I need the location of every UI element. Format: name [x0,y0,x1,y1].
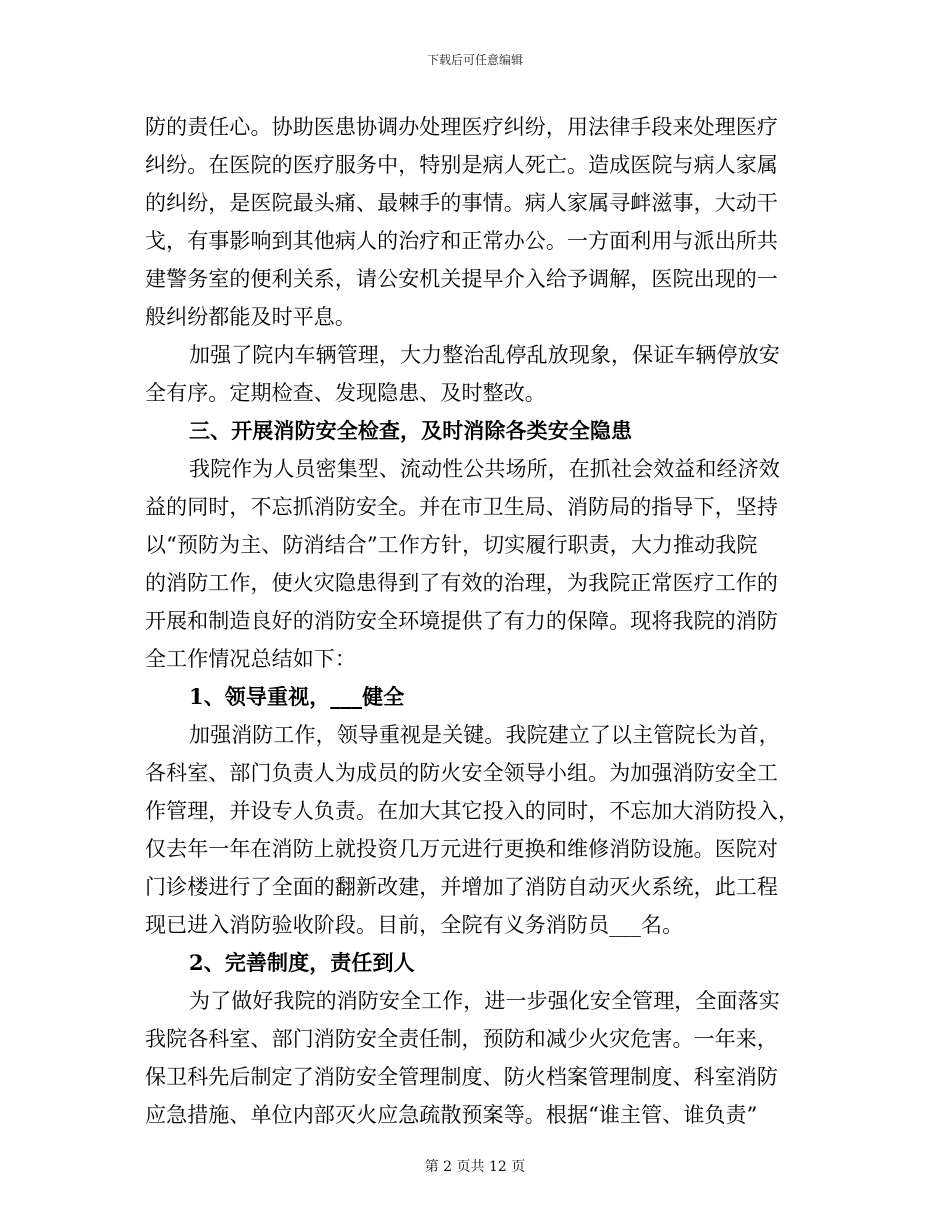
text-line: 般纠纷都能及时平息。 [145,305,356,329]
text-line: 开展和制造良好的消防安全环境提供了有力的保障。现将我院的消防 [145,609,778,633]
subsection-heading [145,678,810,716]
section-heading [145,412,810,450]
text-line: 门诊楼进行了全面的翻新改建，并增加了消防自动灭火系统，此工程 [145,875,778,899]
paragraph [145,982,810,1134]
text-line: 我院各科室、部门消防安全责任制，预防和减少火灾危害。一年来， [145,1027,778,1051]
paragraph [145,336,810,412]
text-line: 防的责任心。协助医患协调办处理医疗纠纷，用法律手段来处理医疗 [145,115,778,139]
text-line: 仅去年一年在消防上就投资几万元进行更换和维修消防设施。医院对 [145,837,778,861]
text-line: 的纠纷，是医院最头痛、最棘手的事情。病人家属寻衅滋事，大动干 [145,191,778,215]
text-line: 我院作为人员密集型、流动性公共场所，在抓社会效益和经济效 [189,457,780,481]
text-line: 戈，有事影响到其他病人的治疗和正常办公。一方面利用与派出所共 [145,229,778,253]
text-line: 现已进入消防验收阶段。目前，全院有义务消防员___名。 [145,913,684,937]
text-line: 加强消防工作，领导重视是关键。我院建立了以主管院长为首， [189,723,780,747]
text-line: 建警务室的便利关系，请公安机关提早介入给予调解，医院出现的一 [145,267,778,291]
heading-line: 2、完善制度，责任到人 [189,950,415,975]
text-line: 益的同时，不忘抓消防安全。并在市卫生局、消防局的指导下，坚持 [145,495,778,519]
heading-line: 1、领导重视，___健全 [189,684,405,709]
text-line: 以“预防为主、防消结合”工作方针，切实履行职责，大力推动我院 [145,533,758,557]
document-body [145,108,810,1134]
text-line: 保卫科先后制定了消防安全管理制度、防火档案管理制度、科室消防 [145,1065,778,1089]
page-header: 下载后可任意编辑 [426,53,523,67]
text-line: 纠纷。在医院的医疗服务中，特别是病人死亡。造成医院与病人家属 [145,153,778,177]
page-footer: 第 2 页共 12 页 [424,1159,526,1175]
text-line: 应急措施、单位内部灭火应急疏散预案等。根据“谁主管、谁负责” [145,1103,758,1127]
text-line: 全有序。定期检查、发现隐患、及时整改。 [145,381,546,405]
text-line: 加强了院内车辆管理，大力整治乱停乱放现象，保证车辆停放安 [189,343,780,367]
paragraph [145,450,810,678]
paragraph [145,108,810,336]
text-line: 各科室、部门负责人为成员的防火安全领导小组。为加强消防安全工 [145,761,778,785]
paragraph [145,716,810,944]
text-line: 的消防工作，使火灾隐患得到了有效的治理，为我院正常医疗工作的 [145,571,778,595]
subsection-heading [145,944,810,982]
text-line: 为了做好我院的消防安全工作，进一步强化安全管理，全面落实 [189,989,780,1013]
text-line: 作管理，并设专人负责。在加大其它投入的同时，不忘加大消防投入， [145,799,800,823]
text-line: 全工作情况总结如下： [145,647,356,671]
heading-line: 三、开展消防安全检查，及时消除各类安全隐患 [189,418,633,443]
